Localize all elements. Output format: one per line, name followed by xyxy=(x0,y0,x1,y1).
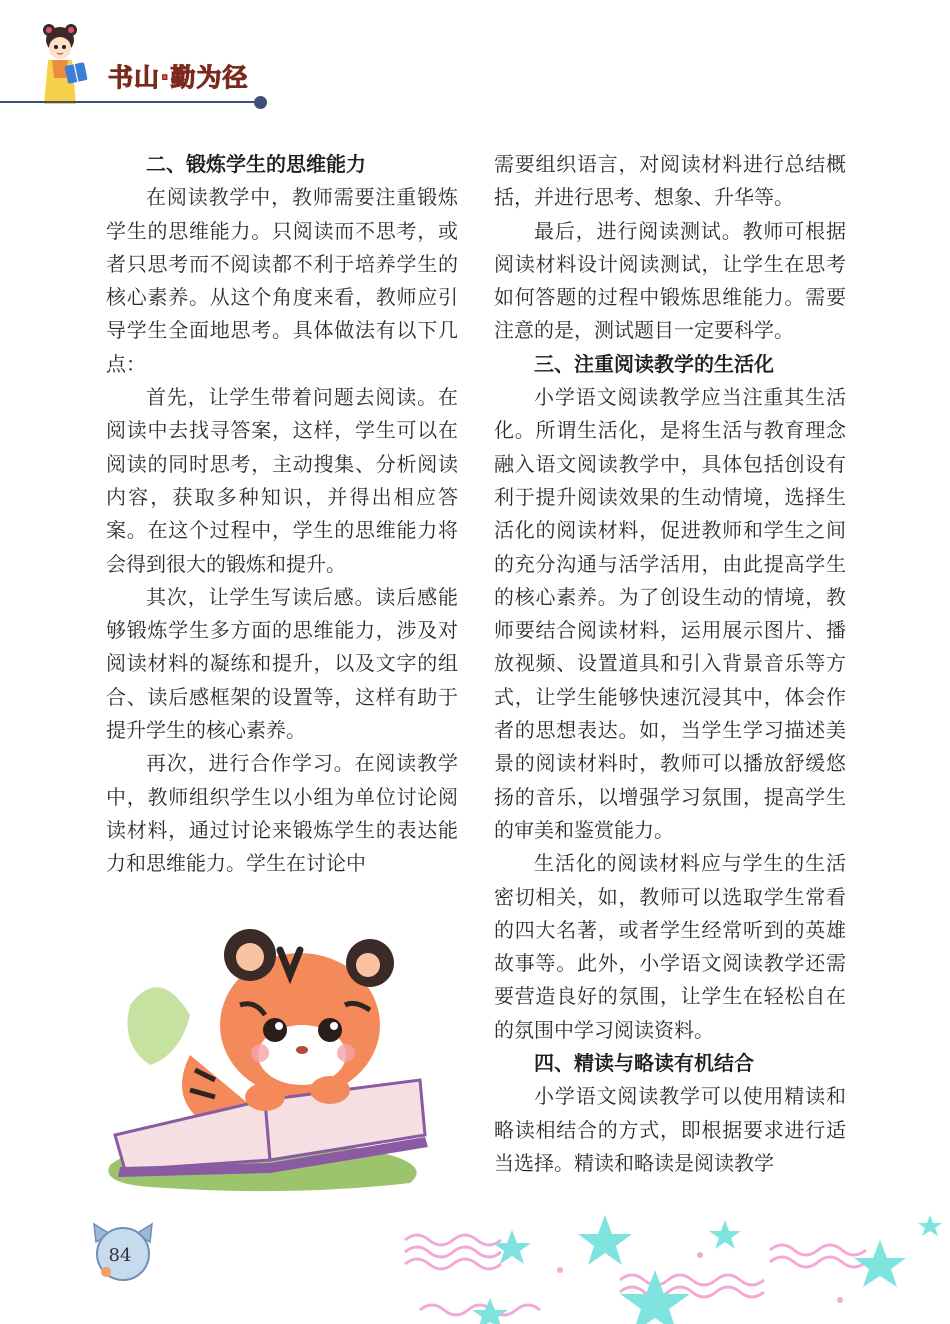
paragraph: 其次，让学生写读后感。读后感能够锻炼学生多方面的思维能力，涉及对阅读材料的凝练和提升，以及文字的组合、读后感框架的设置等，这样有助于提升学生的核心素养。 xyxy=(106,584,458,743)
right-column xyxy=(494,148,846,1180)
header-title: 书山·勤为径 xyxy=(108,63,249,92)
stars-and-waves-icon xyxy=(400,1210,950,1324)
paragraph: 再次，进行合作学习。在阅读教学中，教师组织学生以小组为单位讨论阅读材料，通过讨论来锻炼学生的表达能力和思维能力。学生在讨论中 xyxy=(106,751,458,876)
section-heading: 三、注重阅读教学的生活化 xyxy=(534,351,774,376)
paragraph: 在阅读教学中，教师需要注重锻炼学生的思维能力。只阅读而不思考，或者只思考而不阅读都不利于培养学生的核心素养。从这个角度来看，教师应引导学生全面地思考。具体做法有以下几点： xyxy=(106,185,458,376)
page-number: 84 xyxy=(108,1245,132,1266)
header-divider xyxy=(0,101,262,103)
paragraph: 首先，让学生带着问题去阅读。在阅读中去找寻答案，这样，学生可以在阅读的同时思考，主动搜集、分析阅读内容，获取多种知识，并得出相应答案。在这个过程中，学生的思维能力将会得到很大的锻炼和提升。 xyxy=(106,385,458,576)
header-divider-dot xyxy=(254,96,267,109)
paragraph: 生活化的阅读材料应与学生的生活密切相关，如，教师可以选取学生常看的四大名著，或者学生经常听到的英雄故事等。此外，小学语文阅读教学还需要营造良好的氛围，让学生在轻松自在的氛围中学习阅读资料。 xyxy=(494,851,846,1042)
left-column xyxy=(106,148,458,881)
section-heading: 四、精读与略读有机结合 xyxy=(534,1051,754,1076)
paragraph: 小学语文阅读教学应当注重其生活化。所谓生活化，是将生活与教育理念融入语文阅读教学中，具体包括创设有利于提升阅读效果的生动情境，选择生活化的阅读材料，促进教师和学生之间的充分沟通与活学活用，由此提高学生的核心素养。为了创设生动的情境，教师要结合阅读材料，运用展示图片、播放视频、设置道具和引入背景音乐等方式，让学生能够快速沉浸其中，体会作者的思想表达。如，当学生学习描述美景的阅读材料时，教师可以播放舒缓悠扬的音乐，以增强学习氛围，提高学生的审美和鉴赏能力。 xyxy=(494,385,846,842)
tiger-reading-book-icon xyxy=(90,905,450,1195)
girl-reading-book-icon xyxy=(30,18,120,108)
paragraph: 最后，进行阅读测试。教师可根据阅读材料设计阅读测试，让学生在思考如何答题的过程中锻炼思维能力。需要注意的是，测试题目一定要科学。 xyxy=(494,218,846,343)
paragraph: 需要组织语言，对阅读材料进行总结概括，并进行思考、想象、升华等。 xyxy=(494,152,846,210)
paragraph: 小学语文阅读教学可以使用精读和略读相结合的方式，即根据要求进行适当选择。精读和略读是阅读教学 xyxy=(494,1084,846,1175)
section-heading: 二、锻炼学生的思维能力 xyxy=(146,152,366,176)
